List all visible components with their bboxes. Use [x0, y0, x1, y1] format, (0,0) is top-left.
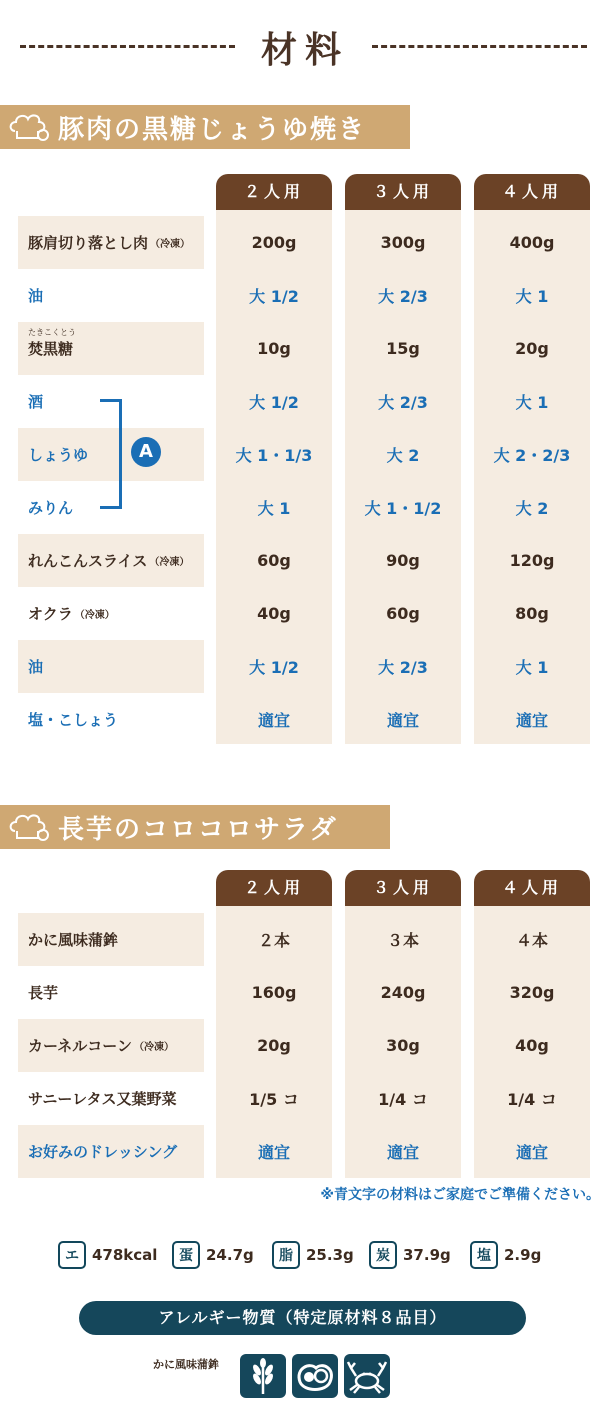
- nutrition-fat: [272, 1240, 354, 1270]
- amount-4p: 大 1: [515, 658, 549, 677]
- amount-4p: 適宜: [515, 1143, 548, 1162]
- amount-2p: 160g: [251, 983, 297, 1002]
- crab-icon: [344, 1354, 390, 1398]
- amount-3p: 大 2: [386, 446, 420, 465]
- page-title: 材料: [260, 30, 349, 71]
- ingredient-label: 油: [18, 640, 204, 693]
- nutrition-salt: [470, 1240, 541, 1270]
- amount-3p: 15g: [386, 339, 420, 358]
- allergy-title: アレルギー物質（特定原材料８品目）: [79, 1301, 526, 1335]
- amount-4p: ４本: [515, 931, 548, 950]
- ingredient-label: 豚肩切り落とし肉 （冷凍）: [18, 216, 204, 269]
- chef-hat-icon: [0, 805, 58, 849]
- recipe2-banner: [0, 805, 390, 849]
- recipe1-banner: [0, 105, 410, 149]
- r1-header-2p: ２人用: [216, 174, 332, 210]
- carbs-icon: 炭: [369, 1241, 397, 1269]
- chef-hat-icon: [0, 105, 58, 149]
- group-a-bracket: [100, 399, 122, 509]
- recipe2-title: 長芋のコロコロサラダ: [58, 814, 338, 845]
- amount-2p: 10g: [257, 339, 291, 358]
- r1-row: [0, 534, 607, 587]
- ingredient-label: サニーレタス又葉野菜: [28, 1090, 177, 1108]
- amount-3p: 90g: [386, 551, 420, 570]
- r1-row: [0, 375, 607, 428]
- amount-4p: 400g: [509, 233, 555, 252]
- wheat-icon: [240, 1354, 286, 1398]
- amount-2p: 200g: [251, 233, 297, 252]
- title-divider-left: [20, 45, 235, 48]
- amount-3p: 大 1・1/2: [364, 499, 442, 518]
- amount-2p: 20g: [257, 1036, 291, 1055]
- amount-2p: ２本: [257, 931, 290, 950]
- nutrition-value: 37.9g: [403, 1246, 451, 1264]
- ingredient-label: 長芋: [28, 984, 59, 1002]
- amount-2p: 適宜: [257, 1143, 290, 1162]
- amount-2p: 60g: [257, 551, 291, 570]
- ingredient-label: 酒: [28, 393, 44, 411]
- amount-3p: 30g: [386, 1036, 420, 1055]
- nutrition-value: 2.9g: [504, 1246, 542, 1264]
- page-header: [0, 18, 607, 74]
- r2-row: [0, 1072, 607, 1125]
- amount-3p: 300g: [380, 233, 426, 252]
- amount-3p: 適宜: [386, 711, 419, 730]
- amount-4p: 80g: [515, 604, 549, 623]
- ingredient-label: かに風味蒲鉾: [18, 913, 204, 966]
- nutrition-facts: [0, 1240, 607, 1270]
- amount-4p: 120g: [509, 551, 555, 570]
- amount-4p: 1/4 コ: [507, 1090, 557, 1109]
- energy-icon: エ: [58, 1241, 86, 1269]
- amount-3p: 1/4 コ: [378, 1090, 428, 1109]
- amount-2p: 適宜: [257, 711, 290, 730]
- amount-2p: 40g: [257, 604, 291, 623]
- r1-row: [0, 216, 607, 269]
- r1-row: [0, 269, 607, 322]
- amount-2p: 大 1・1/3: [235, 446, 313, 465]
- r1-row: [0, 322, 607, 375]
- r1-row: [0, 587, 607, 640]
- amount-4p: 40g: [515, 1036, 549, 1055]
- nutrition-protein: [172, 1240, 254, 1270]
- r1-row: [0, 481, 607, 534]
- r1-row: [0, 640, 607, 693]
- ingredient-label: カーネルコーン （冷凍）: [18, 1019, 204, 1072]
- r2-row: [0, 966, 607, 1019]
- amount-3p: 大 2/3: [378, 393, 428, 412]
- egg-icon: [292, 1354, 338, 1398]
- blue-text-note: ※青文字の材料はご家庭でご準備ください。: [320, 1187, 600, 1203]
- ingredient-label: れんこんスライス （冷凍）: [18, 534, 204, 587]
- amount-3p: 大 2/3: [378, 287, 428, 306]
- ruby-reading: たきこくとう: [28, 328, 76, 337]
- salt-icon: 塩: [470, 1241, 498, 1269]
- amount-4p: 大 1: [515, 287, 549, 306]
- r1-header-3p: ３人用: [345, 174, 461, 210]
- nutrition-carbs: [369, 1240, 451, 1270]
- amount-3p: 60g: [386, 604, 420, 623]
- r2-row: [0, 1019, 607, 1072]
- nutrition-value: 24.7g: [206, 1246, 254, 1264]
- r2-header-4p: ４人用: [474, 870, 590, 906]
- amount-2p: 大 1/2: [249, 393, 299, 412]
- r1-row: [0, 693, 607, 746]
- r1-row: [0, 428, 607, 481]
- r2-header-2p: ２人用: [216, 870, 332, 906]
- ingredient-label: みりん: [28, 499, 74, 517]
- amount-3p: 240g: [380, 983, 426, 1002]
- amount-2p: 1/5 コ: [249, 1090, 299, 1109]
- ingredient-label: 塩・こしょう: [28, 711, 119, 729]
- r1-header-4p: ４人用: [474, 174, 590, 210]
- nutrition-value: 478kcal: [92, 1246, 158, 1264]
- amount-4p: 大 2・2/3: [493, 446, 571, 465]
- amount-4p: 320g: [509, 983, 555, 1002]
- amount-4p: 大 2: [515, 499, 549, 518]
- ingredient-label: しょうゆ: [18, 428, 204, 481]
- group-a-badge: A: [131, 437, 161, 467]
- r2-header-3p: ３人用: [345, 870, 461, 906]
- amount-2p: 大 1: [257, 499, 291, 518]
- ingredient-label: 油: [28, 287, 44, 305]
- nutrition-value: 25.3g: [306, 1246, 354, 1264]
- nutrition-energy: [58, 1240, 157, 1270]
- ingredient-label: オクラ （冷凍）: [28, 605, 115, 623]
- amount-4p: 大 1: [515, 393, 549, 412]
- title-divider-right: [372, 45, 587, 48]
- amount-4p: 適宜: [515, 711, 548, 730]
- allergy-item-label: かに風味蒲鉾: [153, 1358, 219, 1371]
- recipe1-title: 豚肉の黒糖じょうゆ焼き: [58, 114, 367, 145]
- ingredient-label: お好みのドレッシング: [18, 1125, 204, 1178]
- r2-row: [0, 1125, 607, 1178]
- r2-row: [0, 913, 607, 966]
- amount-3p: ３本: [386, 931, 419, 950]
- amount-2p: 大 1/2: [249, 658, 299, 677]
- amount-3p: 適宜: [386, 1143, 419, 1162]
- amount-2p: 大 1/2: [249, 287, 299, 306]
- fat-icon: 脂: [272, 1241, 300, 1269]
- amount-4p: 20g: [515, 339, 549, 358]
- ingredient-label: たきこくとう 焚黒糖: [18, 322, 204, 375]
- amount-3p: 大 2/3: [378, 658, 428, 677]
- protein-icon: 蛋: [172, 1241, 200, 1269]
